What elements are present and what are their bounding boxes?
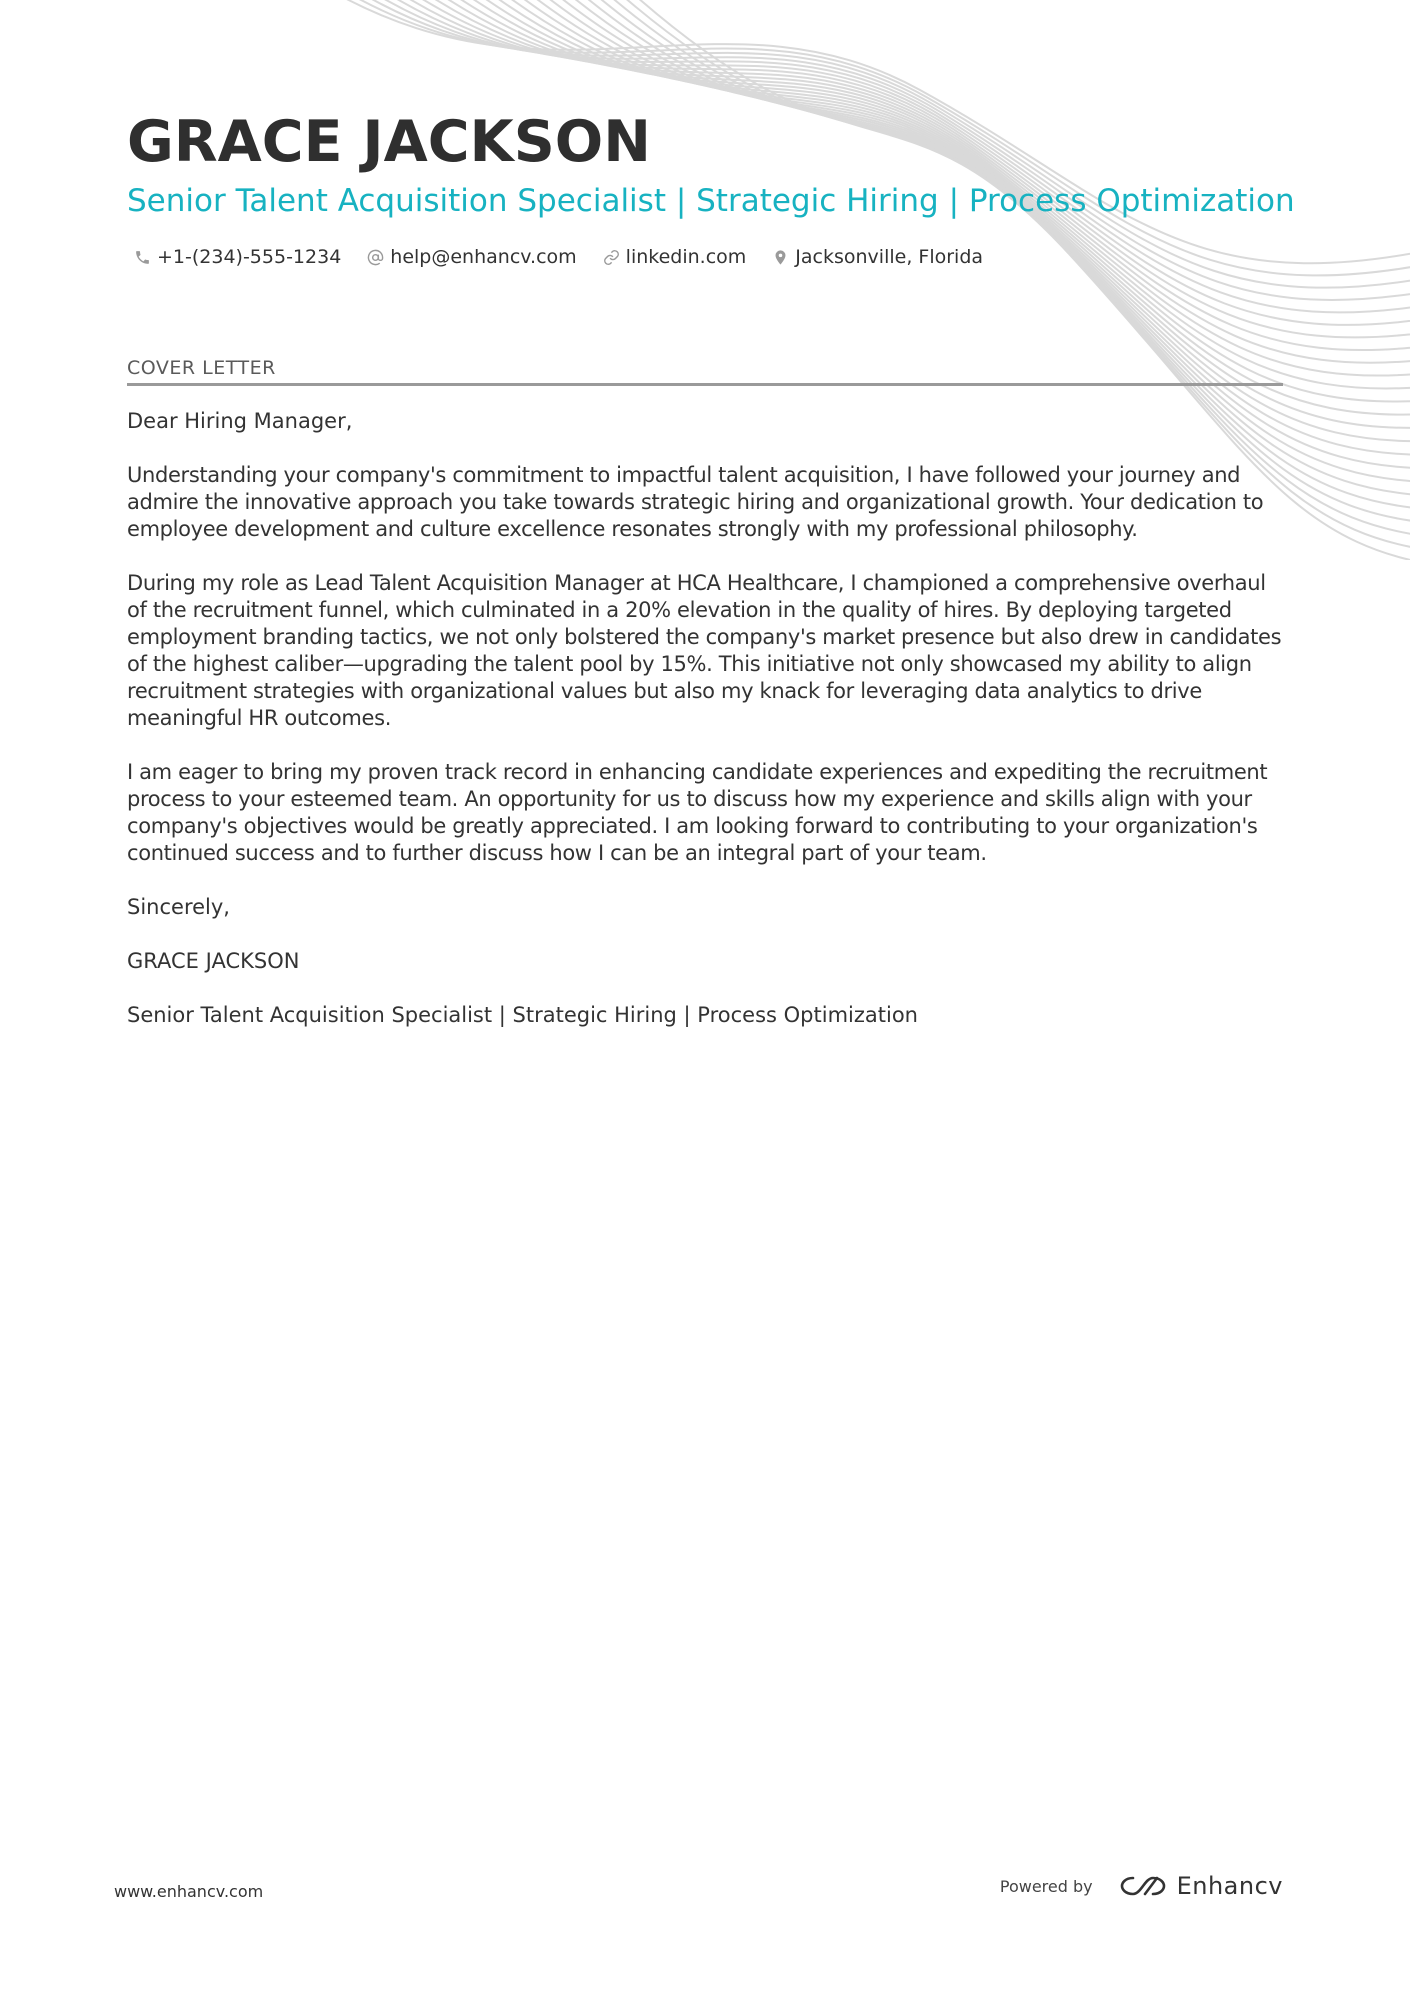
email-text: help@enhancv.com xyxy=(390,246,577,268)
cover-letter-section xyxy=(127,357,1283,1056)
letter-greeting: Dear Hiring Manager, xyxy=(127,409,353,433)
candidate-name: GRACE JACKSON xyxy=(127,109,651,175)
contact-email[interactable] xyxy=(367,246,576,268)
contact-link[interactable] xyxy=(603,246,747,268)
signature-name: GRACE JACKSON xyxy=(127,949,300,973)
powered-by-text: Powered by xyxy=(999,1876,1093,1896)
brand-name: Enhancv xyxy=(1176,1872,1283,1900)
footer-branding xyxy=(1000,1872,1283,1900)
contact-info xyxy=(134,246,1009,268)
resume-header xyxy=(127,108,1295,221)
enhancv-logo-icon xyxy=(1119,1873,1167,1899)
enhancv-brand[interactable] xyxy=(1119,1872,1283,1900)
footer-website[interactable]: www.enhancv.com xyxy=(114,1882,264,1901)
letter-paragraph: I am eager to bring my proven track record in enhancing candidate experiences and expediting the recruitment process to your esteemed team. An opportunity for us to discuss how my experience and skills align with your company's objectives would be greatly appreciated. I am looking forward to contributing to your organization's continued success and to further discuss how I can be an integral part of your team. xyxy=(127,760,1268,865)
link-text: linkedin.com xyxy=(625,246,747,268)
phone-text: +1-(234)-555-1234 xyxy=(157,246,342,268)
letter-paragraph: During my role as Lead Talent Acquisition Manager at HCA Healthcare, I championed a comprehensive overhaul of the recruitment funnel, which culminated in a 20% elevation in the quality of hires. By deploying targeted employment branding tactics, we not only bolstered the company's market presence but also drew in candidates of the highest caliber—upgrading the talent pool by 15%. This initiative not only showcased my ability to align recruitment strategies with organizational values but also my knack for leveraging data analytics to drive meaningful HR outcomes. xyxy=(127,571,1282,730)
contact-phone[interactable] xyxy=(134,246,341,268)
letter-paragraph: Understanding your company's commitment to impactful talent acquisition, I have followed your journey and admire the innovative approach you take towards strategic hiring and organizational growth. Your dedication to employee development and culture excellence resonates strongly with my professional philosophy. xyxy=(127,463,1264,541)
section-title: COVER LETTER xyxy=(127,357,1283,386)
location-pin-icon xyxy=(772,249,789,266)
letter-body xyxy=(127,408,1283,1029)
phone-icon xyxy=(134,249,151,266)
link-icon xyxy=(603,249,620,266)
contact-location xyxy=(772,246,983,268)
location-text: Jacksonville, Florida xyxy=(795,246,984,268)
candidate-headline: Senior Talent Acquisition Specialist | Strategic Hiring | Process Optimization xyxy=(127,183,1295,219)
letter-closing: Sincerely, xyxy=(127,895,230,919)
signature-title: Senior Talent Acquisition Specialist | Strategic Hiring | Process Optimization xyxy=(127,1003,918,1027)
at-icon xyxy=(367,249,384,266)
